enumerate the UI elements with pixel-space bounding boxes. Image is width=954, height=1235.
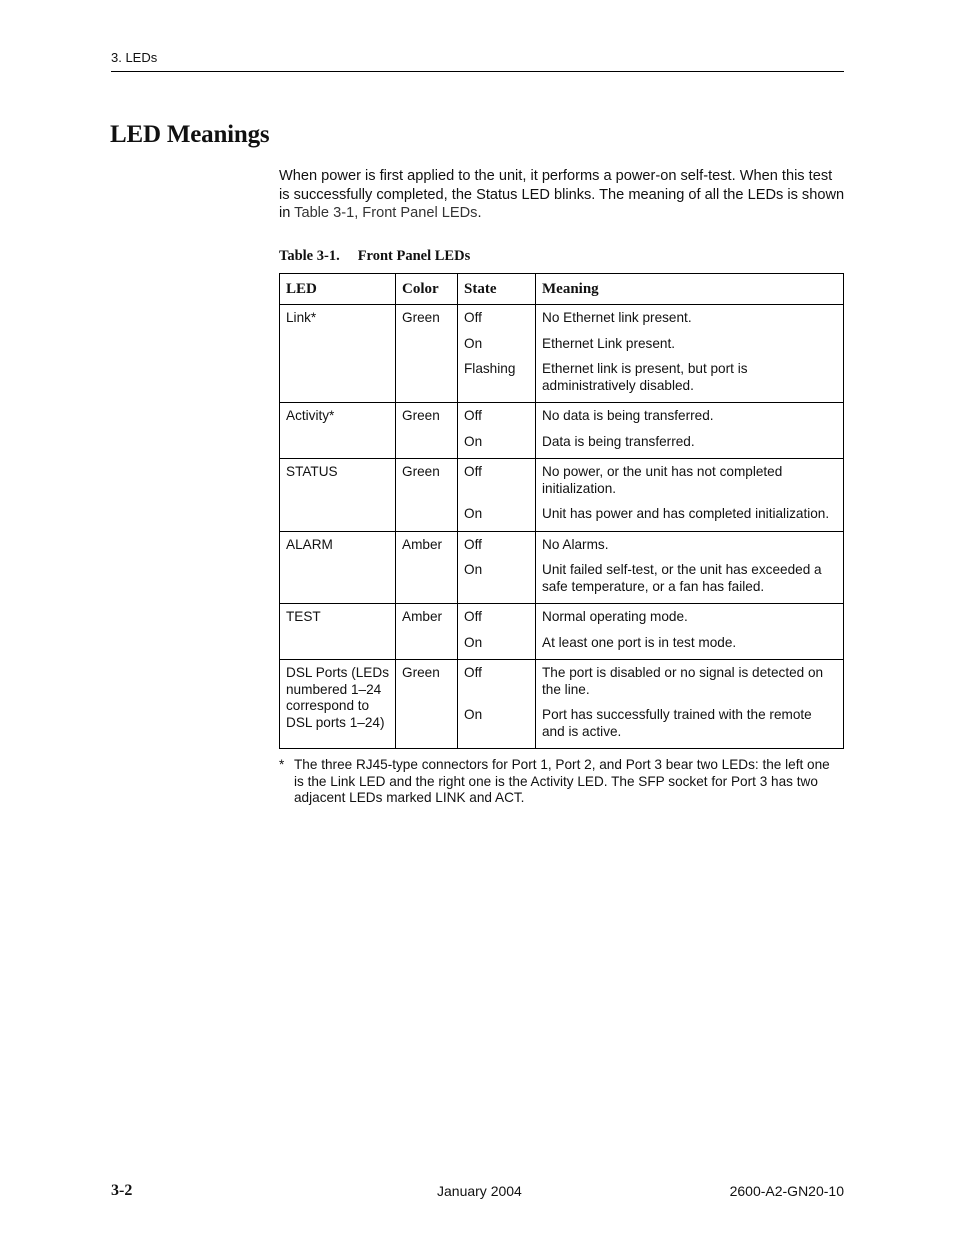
state-value: On xyxy=(464,634,483,650)
meaning-text: No data is being transferred. xyxy=(542,408,714,423)
led-name: Activity* xyxy=(280,403,396,459)
table-header-row xyxy=(280,274,844,305)
running-header: 3. LEDs xyxy=(111,50,158,65)
table-caption-title: Front Panel LEDs xyxy=(357,248,471,264)
led-name: STATUS xyxy=(280,459,396,532)
meaning-text: Unit failed self-test, or the unit has exceeded a safe temperature, or a fan has failed. xyxy=(542,562,822,594)
state-value: Off xyxy=(464,408,482,423)
state-value: Off xyxy=(464,536,482,552)
table-row xyxy=(280,660,844,749)
led-color: Amber xyxy=(396,531,458,604)
meaning-text: No Ethernet link present. xyxy=(542,310,692,325)
led-color: Green xyxy=(396,459,458,532)
footnote-mark: * xyxy=(279,757,285,772)
header-state: State xyxy=(458,274,536,305)
state-value: Flashing xyxy=(464,361,516,376)
state-value: Off xyxy=(464,665,482,680)
meaning-text: Port has successfully trained with the remote and is active. xyxy=(542,707,812,739)
led-name: ALARM xyxy=(280,531,396,604)
page-title: LED Meanings xyxy=(110,121,270,148)
header-color: Color xyxy=(396,274,458,305)
meaning-text: Normal operating mode. xyxy=(542,609,688,624)
intro-end: . xyxy=(477,205,482,221)
intro-paragraph xyxy=(279,167,845,223)
state-value: Off xyxy=(464,609,482,624)
table-reference-link[interactable]: Table 3-1, Front Panel LEDs xyxy=(294,205,478,221)
led-color: Green xyxy=(396,403,458,459)
led-color: Green xyxy=(396,305,458,403)
state-value: Off xyxy=(464,464,482,479)
state-value: Off xyxy=(464,310,482,325)
table-footnote xyxy=(279,757,839,807)
table-row xyxy=(280,305,844,403)
table-row xyxy=(280,531,844,604)
table-caption xyxy=(279,248,470,265)
table-row xyxy=(280,403,844,459)
table-caption-number: Table 3-1. xyxy=(279,248,340,264)
state-value: On xyxy=(464,707,483,722)
meaning-text: No power, or the unit has not completed initialization. xyxy=(542,464,783,496)
meaning-text: Data is being transferred. xyxy=(542,433,695,449)
state-value: On xyxy=(464,335,483,351)
intro-text: When power is first applied to the unit, it performs a power-on self-test. When this test is successfully completed, the Status LED blinks. The meaning of all the LEDs is shown in xyxy=(279,168,845,221)
header-led: LED xyxy=(280,274,396,305)
state-value: On xyxy=(464,562,483,577)
table-row xyxy=(280,604,844,660)
meaning-text: At least one port is in test mode. xyxy=(542,634,737,650)
led-color: Green xyxy=(396,660,458,749)
document-number: 2600-A2-GN20-10 xyxy=(729,1183,844,1199)
meaning-text: Unit has power and has completed initialization. xyxy=(542,506,830,521)
state-value: On xyxy=(464,433,483,449)
meaning-text: Ethernet Link present. xyxy=(542,335,675,351)
page-number: 3-2 xyxy=(111,1182,133,1199)
header-rule xyxy=(111,71,844,72)
state-value: On xyxy=(464,506,483,521)
meaning-text: The port is disabled or no signal is detected on the line. xyxy=(542,665,824,697)
footnote-text: The three RJ45-type connectors for Port 1, Port 2, and Port 3 bear two LEDs: the left one is the Link LED and the right one is the Activity LED. The SFP socket for Port 3 has two adjacent LEDs marked LINK and ACT. xyxy=(294,757,830,805)
led-color: Amber xyxy=(396,604,458,660)
meaning-text: Ethernet link is present, but port is administratively disabled. xyxy=(542,361,748,393)
led-name: DSL Ports (LEDs numbered 1–24 correspond to DSL ports 1–24) xyxy=(280,660,396,749)
header-meaning: Meaning xyxy=(536,274,844,305)
led-table xyxy=(279,273,844,749)
meaning-text: No Alarms. xyxy=(542,536,609,552)
led-name: TEST xyxy=(280,604,396,660)
footer-date: January 2004 xyxy=(437,1183,522,1199)
table-row xyxy=(280,459,844,532)
led-name: Link* xyxy=(280,305,396,403)
